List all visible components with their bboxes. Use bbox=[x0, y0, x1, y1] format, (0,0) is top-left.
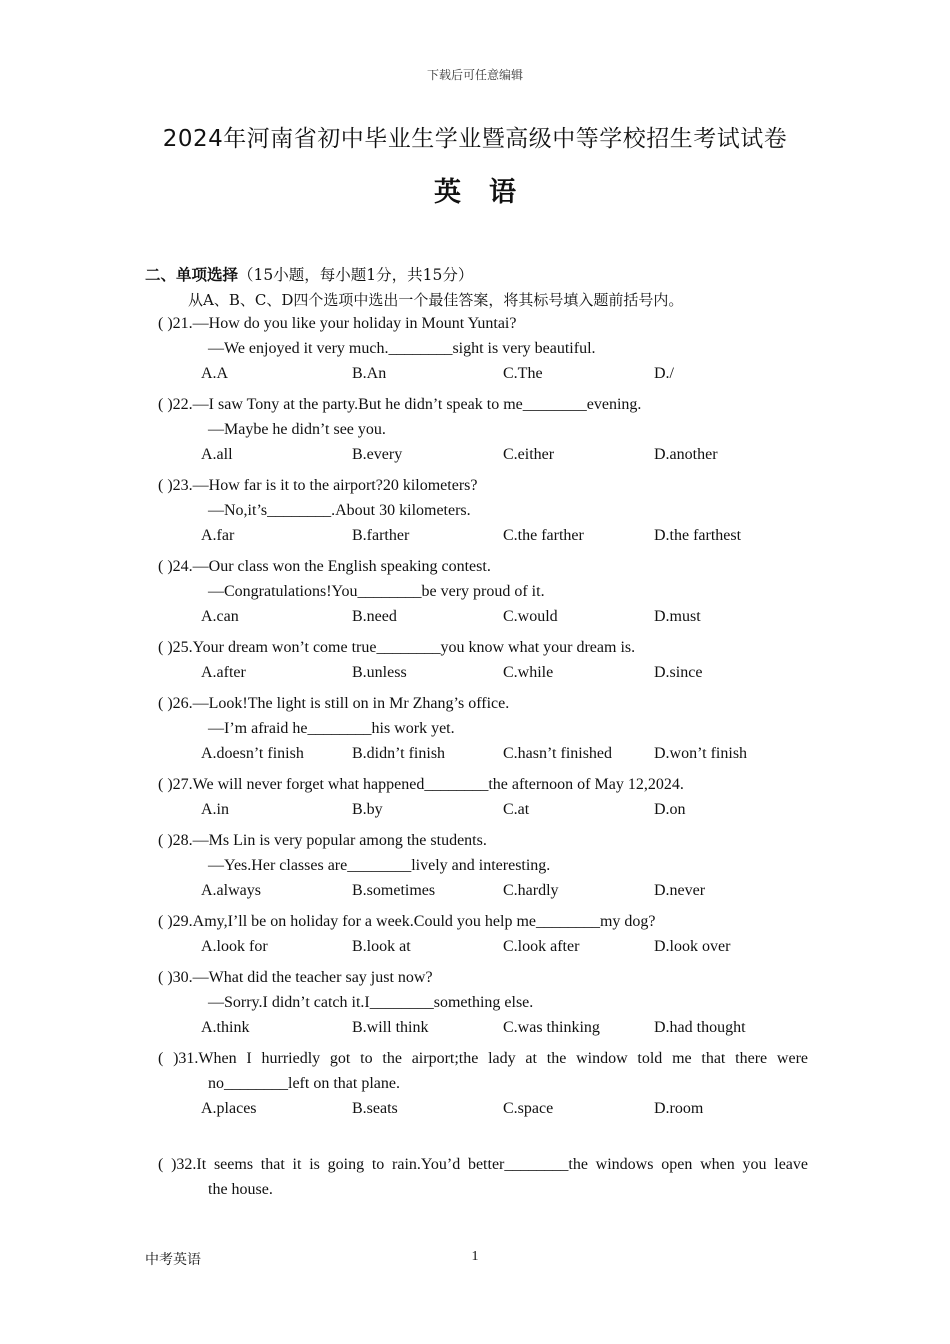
option-d: D.look over bbox=[654, 938, 731, 955]
option-a: A.A bbox=[201, 365, 229, 382]
option-b: B.farther bbox=[352, 527, 410, 544]
option-d: D.the farthest bbox=[654, 527, 742, 544]
option-b: B.look at bbox=[352, 938, 411, 955]
option-d: D.since bbox=[654, 664, 703, 681]
option-b: B.unless bbox=[352, 664, 407, 681]
question-line: ( )26.—Look!The light is still on in Mr Zhang’s office. bbox=[158, 695, 510, 712]
question-line: —We enjoyed it very much.________sight is very beautiful. bbox=[208, 340, 596, 357]
question-line: ( )29.Amy,I’ll be on holiday for a week.Could you help me________my dog? bbox=[158, 913, 656, 930]
options-row bbox=[158, 797, 808, 822]
option-d: D.won’t finish bbox=[654, 745, 748, 762]
question-28 bbox=[158, 828, 808, 903]
option-b: B.every bbox=[352, 446, 403, 463]
option-c: C.look after bbox=[503, 938, 580, 955]
question-line: —Maybe he didn’t see you. bbox=[208, 421, 386, 438]
question-line: ( )21.—How do you like your holiday in Mount Yuntai? bbox=[158, 315, 517, 332]
option-d: D.room bbox=[654, 1100, 704, 1117]
options-row bbox=[158, 1096, 808, 1121]
option-a: A.can bbox=[201, 608, 239, 625]
question-32 bbox=[158, 1152, 808, 1202]
question-line: ( )31.When I hurriedly got to the airport;the lady at the window told me that there were bbox=[158, 1050, 808, 1067]
option-d: D./ bbox=[654, 365, 674, 382]
question-21 bbox=[158, 311, 808, 386]
option-c: C.would bbox=[503, 608, 558, 625]
question-line: —Yes.Her classes are________lively and interesting. bbox=[208, 857, 551, 874]
option-b: B.didn’t finish bbox=[352, 745, 446, 762]
option-a: A.look for bbox=[201, 938, 268, 955]
options-row bbox=[158, 660, 808, 685]
question-line: —Congratulations!You________be very proud of it. bbox=[208, 583, 545, 600]
question-29 bbox=[158, 909, 808, 959]
option-b: B.seats bbox=[352, 1100, 398, 1117]
option-b: B.will think bbox=[352, 1019, 429, 1036]
question-24 bbox=[158, 554, 808, 629]
section-heading-detail: （15小题，每小题1分，共15分） bbox=[238, 266, 474, 284]
question-30 bbox=[158, 965, 808, 1040]
options-row bbox=[158, 878, 808, 903]
question-23 bbox=[158, 473, 808, 548]
options-row bbox=[158, 741, 808, 766]
option-a: A.in bbox=[201, 801, 229, 818]
question-22 bbox=[158, 392, 808, 467]
option-a: A.all bbox=[201, 446, 233, 463]
options-row bbox=[158, 934, 808, 959]
question-line: ( )25.Your dream won’t come true________you know what your dream is. bbox=[158, 639, 636, 656]
question-line: —Sorry.I didn’t catch it.I________something else. bbox=[208, 994, 534, 1011]
option-c: C.at bbox=[503, 801, 530, 818]
option-a: A.after bbox=[201, 664, 246, 681]
question-27 bbox=[158, 772, 808, 822]
option-a: A.think bbox=[201, 1019, 250, 1036]
question-line: ( )28.—Ms Lin is very popular among the students. bbox=[158, 832, 487, 849]
options-row bbox=[158, 442, 808, 467]
options-row bbox=[158, 1015, 808, 1040]
option-c: C.was thinking bbox=[503, 1019, 600, 1036]
question-line: ( )22.—I saw Tony at the party.But he didn’t speak to me________evening. bbox=[158, 396, 642, 413]
option-c: C.the farther bbox=[503, 527, 584, 544]
option-c: C.hasn’t finished bbox=[503, 745, 613, 762]
question-line: no________left on that plane. bbox=[208, 1075, 400, 1092]
options-row bbox=[158, 523, 808, 548]
option-d: D.must bbox=[654, 608, 701, 625]
section-instruction: 从A、B、C、D四个选项中选出一个最佳答案，将其标号填入题前括号内。 bbox=[188, 291, 684, 309]
option-c: C.space bbox=[503, 1100, 554, 1117]
question-25 bbox=[158, 635, 808, 685]
option-d: D.on bbox=[654, 801, 686, 818]
option-a: A.far bbox=[201, 527, 235, 544]
question-line: ( )24.—Our class won the English speaking contest. bbox=[158, 558, 491, 575]
footer-label: 中考英语 bbox=[145, 1252, 201, 1268]
option-c: C.hardly bbox=[503, 882, 559, 899]
question-line: ( )32.It seems that it is going to rain.You’d better________the windows open when you leave bbox=[158, 1156, 808, 1173]
option-b: B.by bbox=[352, 801, 383, 818]
option-a: A.places bbox=[201, 1100, 257, 1117]
question-line: the house. bbox=[208, 1181, 273, 1198]
question-line: ( )30.—What did the teacher say just now? bbox=[158, 969, 433, 986]
option-d: D.had thought bbox=[654, 1019, 746, 1036]
page-number: 1 bbox=[471, 1249, 479, 1264]
options-row bbox=[158, 604, 808, 629]
options-row bbox=[158, 361, 808, 386]
subject-title: 英语 bbox=[434, 177, 544, 208]
option-b: B.sometimes bbox=[352, 882, 436, 899]
exam-title: 2024年河南省初中毕业生学业暨高级中等学校招生考试试卷 bbox=[162, 126, 788, 152]
download-note: 下载后可任意编辑 bbox=[426, 68, 523, 82]
question-26 bbox=[158, 691, 808, 766]
option-b: B.need bbox=[352, 608, 397, 625]
option-b: B.An bbox=[352, 365, 387, 382]
question-line: —No,it’s________.About 30 kilometers. bbox=[208, 502, 471, 519]
option-a: A.doesn’t finish bbox=[201, 745, 304, 762]
question-31 bbox=[158, 1046, 808, 1121]
question-line: —I’m afraid he________his work yet. bbox=[208, 720, 455, 737]
option-c: C.either bbox=[503, 446, 555, 463]
option-c: C.while bbox=[503, 664, 554, 681]
option-d: D.never bbox=[654, 882, 706, 899]
section-heading bbox=[145, 263, 473, 285]
option-d: D.another bbox=[654, 446, 718, 463]
question-line: ( )23.—How far is it to the airport?20 kilometers? bbox=[158, 477, 478, 494]
option-a: A.always bbox=[201, 882, 261, 899]
question-line: ( )27.We will never forget what happened________the afternoon of May 12,2024. bbox=[158, 776, 684, 793]
option-c: C.The bbox=[503, 365, 543, 382]
section-heading-label: 二、单项选择 bbox=[145, 266, 239, 284]
